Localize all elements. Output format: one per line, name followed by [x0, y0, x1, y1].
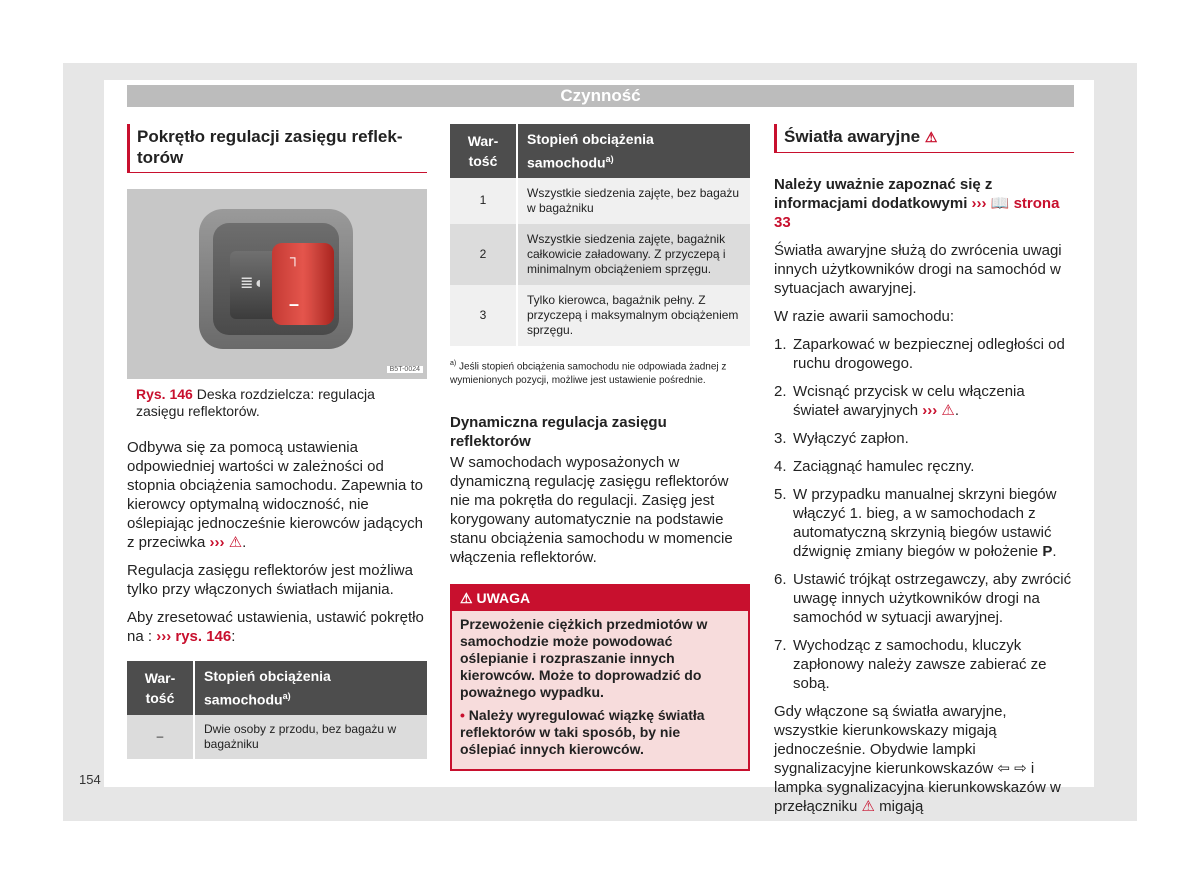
- warning-triangle-icon: ⚠: [460, 589, 473, 606]
- list-item: 6. Ustawić trójkąt ostrzegawczy, aby zwrócić uwagę innych użytkowników drogi na samochód w sytuacji awaryjnej.: [774, 571, 1072, 626]
- paragraph: Światła awaryjne służą do zwrócenia uwagi innych użytkowników drogi na samochód w sytuacjach awaryjnej.: [774, 242, 1062, 297]
- figure-caption: Rys. 146 Deska rozdzielcza: regulacja zasięgu reflektorów.: [136, 386, 375, 419]
- steps-list: [774, 335, 1074, 693]
- page-link[interactable]: strona 33: [774, 195, 1060, 231]
- figure-link[interactable]: ››› rys. 146: [156, 628, 232, 645]
- paragraph: W samochodach wyposażonych w dynamiczną regulację zasięgu reflektorów nie ma pokrętła do regulacji. Zasięg jest korygowany automatycznie na podstawie stanu obciążenia samochodu w momencie włączenia reflektorów.: [450, 453, 733, 566]
- table-row: – Dwie osoby z przodu, bez bagażu w bagażniku: [127, 715, 427, 759]
- bullet-icon: •: [460, 706, 465, 723]
- list-item: 3. Wyłączyć zapłon.: [774, 430, 909, 447]
- figure-code: B5T-0024: [387, 366, 423, 373]
- subsection-title: Dynamiczna regulacja zasięgu reflektorów: [450, 413, 667, 450]
- warning-triangle-icon: ⚠: [228, 534, 243, 551]
- paragraph: Gdy włączone są światła awaryjne, wszystkie kierunkowskazy migają jednocześnie. Obydwie lampki sygnalizacyjne kierunkowskazów ⇦ ⇨ i lampka sygnalizacyjna kierunkowskazów w przełączniku ⚠ migają: [774, 703, 1061, 815]
- table-row: 2 Wszystkie siedzenia zajęte, bagażnik całkowicie załadowany. Z przyczepą i minimalnym obciążeniem sprzęgu.: [450, 224, 750, 285]
- table-footnote: $^{a)}$ Jeśli stopień obciążenia samochodu nie odpowiada żadnej z wymienionych pozycji, możliwe jest ustawienie pośrednie.: [450, 359, 727, 386]
- table-header-load: Stopień obciążenia samochodu$^{a)}$: [194, 661, 427, 715]
- paragraph: W razie awarii samochodu:: [774, 308, 955, 325]
- book-icon: 📖: [990, 195, 1010, 212]
- table-header-load: Stopień obciążenia samochodu$^{a)}$: [517, 124, 750, 178]
- page-number: 154: [79, 772, 101, 787]
- section-title-headlight-knob: Pokrętło regulacji zasięgu reflek- torów: [127, 124, 427, 173]
- warning-text: Przewożenie ciężkich przedmiotów w samochodzie może powodować oślepianie i rozpraszanie innych kierowców. Może to doprowadzić do poważnego wypadku.: [460, 615, 708, 700]
- headlight-range-icon: ≣◖: [240, 275, 264, 292]
- warning-triangle-icon: ⚠: [941, 402, 955, 419]
- column-headlight-knob: [127, 124, 427, 759]
- section-title-hazard-lights: Światła awaryjne ⚠: [774, 124, 1074, 153]
- cross-ref-link[interactable]: ›››: [922, 402, 938, 419]
- lead-note: Należy uważnie zapoznać się z informacjami dodatkowymi ››› 📖 strona 33: [774, 176, 1060, 231]
- table-header-value: War- tość: [450, 124, 517, 178]
- cross-ref-link[interactable]: ›››: [209, 534, 225, 551]
- warning-header: ⚠ UWAGA: [452, 586, 748, 611]
- column-hazard-lights: [774, 124, 1074, 825]
- list-item: 5. W przypadku manualnej skrzyni biegów włączyć 1. bieg, a w samochodach z automatyczną skrzynią biegów ustawić dźwignię zmiany biegów w położenie P.: [774, 486, 1057, 560]
- warning-bullet-text: • Należy wyregulować wiązkę światła reflektorów w taki sposób, by nie oślepiać innych kierowców.: [460, 706, 705, 757]
- warning-box: [450, 584, 750, 771]
- warning-triangle-icon: ⚠: [924, 129, 938, 145]
- paragraph: Aby zresetować ustawienia, ustawić pokrętło na : ››› rys. 146:: [127, 609, 424, 645]
- table-row: 1 Wszystkie siedzenia zajęte, bez bagażu w bagażniku: [450, 178, 750, 224]
- page-header: Czynność: [127, 85, 1074, 107]
- list-item: 2. Wcisnąć przycisk w celu włączenia świateł awaryjnych ››› ⚠.: [774, 383, 1025, 419]
- list-item: 7. Wychodząc z samochodu, kluczyk zapłonowy należy zawsze zabierać ze sobą.: [774, 637, 1047, 692]
- knob-marker-icon: ┐: [290, 249, 300, 265]
- knob-minus-icon: –: [289, 294, 300, 314]
- table-header-value: War- tość: [127, 661, 194, 715]
- table-row: 3 Tylko kierowca, bagażnik pełny. Z przyczepą i maksymalnym obciążeniem sprzęgu.: [450, 285, 750, 346]
- hazard-switch-icon: ⚠: [861, 798, 875, 815]
- figure-headlight-knob: [127, 189, 427, 379]
- load-table-part1: [127, 661, 427, 759]
- list-item: 4. Zaciągnąć hamulec ręczny.: [774, 458, 975, 475]
- column-load-table: [450, 124, 750, 771]
- load-table-part2: [450, 124, 750, 346]
- paragraph: Regulacja zasięgu reflektorów jest możliwa tylko przy włączonych światłach mijania.: [127, 562, 413, 598]
- list-item: 1. Zaparkować w bezpiecznej odległości od ruchu drogowego.: [774, 336, 1065, 372]
- paragraph: Odbywa się za pomocą ustawienia odpowiedniej wartości w zależności od stopnia obciążenia samochodu. Zapewnia to kierowcy optymalną widoczność, nie oślepiając jednocześnie kierowców jadących z przeciwka ››› ⚠.: [127, 439, 424, 551]
